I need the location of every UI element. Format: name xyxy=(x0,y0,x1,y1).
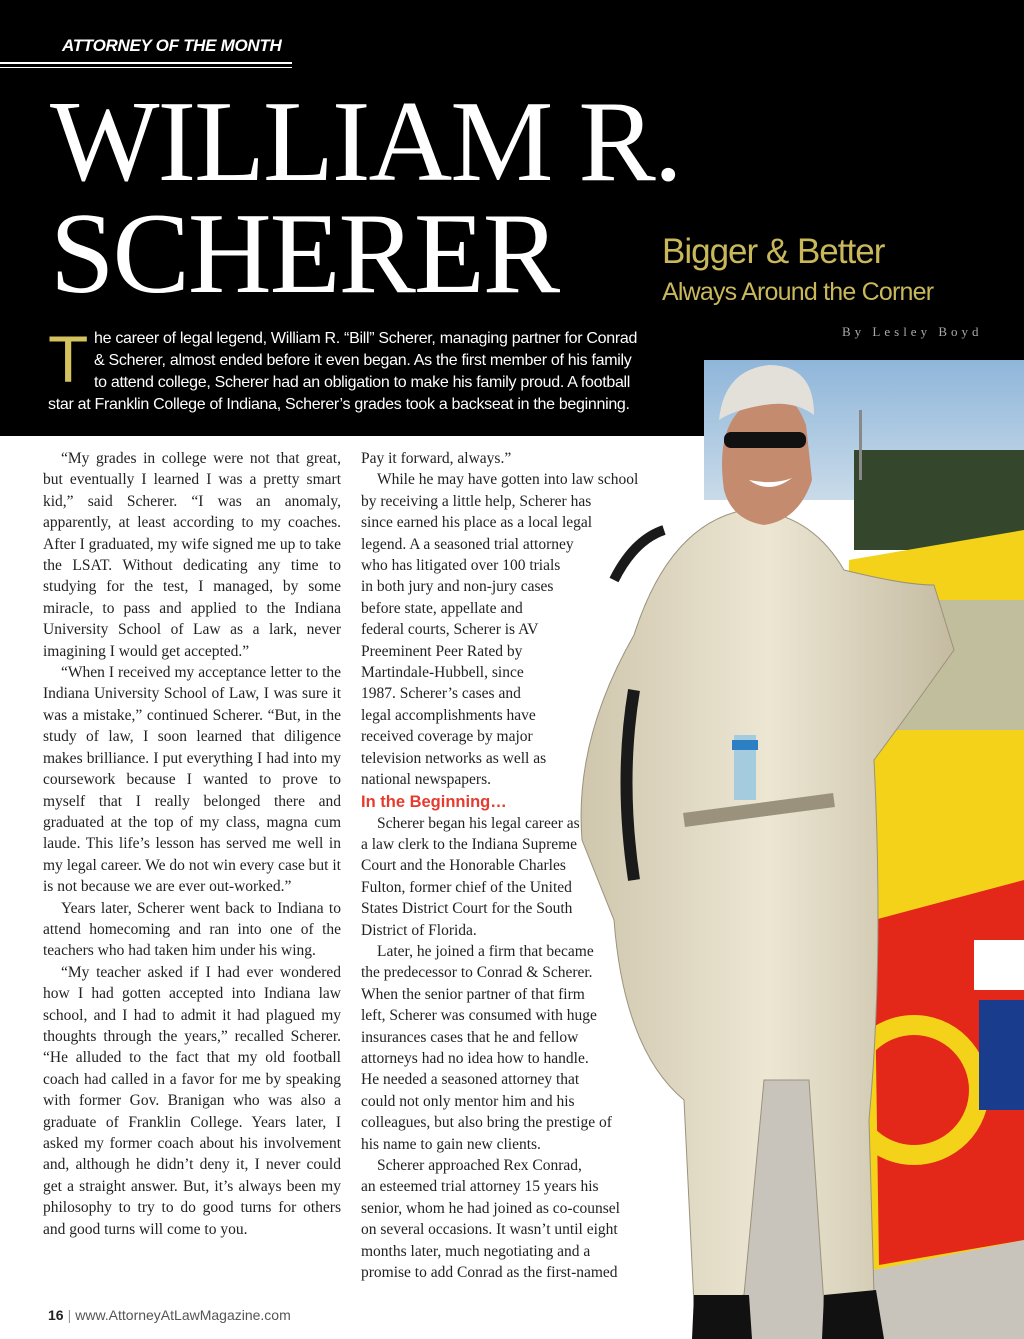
body-line: who has litigated over 100 trials xyxy=(361,557,561,575)
body-line: national newspapers. xyxy=(361,771,491,789)
body-line: since earned his place as a local legal xyxy=(361,514,593,532)
body-paragraph: Years later, Scherer went back to Indiana to attend homecoming and ran into one of the teachers who had taken him under his wing. xyxy=(43,899,341,960)
intro-line: star at Franklin College of Indiana, Scherer’s grades took a backseat in the beginning. xyxy=(48,396,630,413)
footer-separator: | xyxy=(67,1307,72,1323)
body-line: promise to add Conrad as the first-named xyxy=(361,1264,618,1282)
body-line: legend. A a seasoned trial attorney xyxy=(361,535,574,553)
section-label: ATTORNEY OF THE MONTH xyxy=(62,36,282,55)
body-line: senior, whom he had joined as co-counsel xyxy=(361,1199,620,1217)
intro-line: to attend college, Scherer had an obligation to make his family proud. A football xyxy=(94,374,631,391)
body-line: Later, he joined a firm that became xyxy=(377,942,594,960)
body-line: 1987. Scherer’s cases and xyxy=(361,685,521,703)
body-line: before state, appellate and xyxy=(361,599,523,617)
body-line: left, Scherer was consumed with huge xyxy=(361,1007,597,1025)
body-line: television networks as well as xyxy=(361,749,547,767)
body-line: could not only mentor him and his xyxy=(361,1092,575,1110)
body-line: on several occasions. It wasn’t until eight xyxy=(361,1221,618,1239)
deck-subtitle: Always Around the Corner xyxy=(662,278,934,306)
body-line: Preeminent Peer Rated by xyxy=(361,642,523,660)
race-car-portrait-photo xyxy=(574,360,1024,1339)
header-rule xyxy=(0,62,292,64)
body-line: the predecessor to Conrad & Scherer. xyxy=(361,964,593,982)
body-line: his name to gain new clients. xyxy=(361,1135,541,1153)
body-line: Martindale-Hubbell, since xyxy=(361,664,524,682)
body-paragraph: “My teacher asked if I had ever wondered how I had gotten accepted into Indiana law school, and I had to admit it had plagued my thoughts through the years,” recalled Scherer. “He alluded to the fact that my old football coach had called in a favor for me by speaking with former Gov. Branigan who was also a graduate of Franklin College. Years later, I asked my former coach about his involvement and, although he didn’t deny it, I never could get a straight answer. But, it’s always been my philosophy to try to do good turns for others and good turns will come to you. xyxy=(43,963,341,1238)
intro-line: & Scherer, almost ended before it even began. As the first member of his family xyxy=(94,352,632,369)
page-number: 16 xyxy=(48,1307,64,1323)
page-footer xyxy=(48,1307,291,1323)
body-line: months later, much negotiating and a xyxy=(361,1242,591,1260)
body-column-2 xyxy=(361,448,638,1283)
body-line: States District Court for the South xyxy=(361,900,573,918)
body-line: When the senior partner of that firm xyxy=(361,985,585,1003)
body-line: Scherer approached Rex Conrad, xyxy=(377,1157,582,1174)
body-line: received coverage by major xyxy=(361,728,533,746)
body-line: by receiving a little help, Scherer has xyxy=(361,492,592,510)
body-column-1 xyxy=(43,448,341,1240)
body-line: in both jury and non-jury cases xyxy=(361,578,554,596)
intro-line: he career of legal legend, William R. “Bill” Scherer, managing partner for Conrad xyxy=(94,330,638,347)
body-line: District of Florida. xyxy=(361,921,477,939)
body-line: Scherer began his legal career as xyxy=(377,814,580,832)
section-subhead: In the Beginning… xyxy=(361,792,507,811)
body-line: an esteemed trial attorney 15 years his xyxy=(361,1178,599,1196)
body-line: attorneys had no idea how to handle. xyxy=(361,1049,589,1067)
body-line: Fulton, former chief of the United xyxy=(361,878,572,896)
body-line: He needed a seasoned attorney that xyxy=(361,1071,580,1089)
body-line: federal courts, Scherer is AV xyxy=(361,621,539,639)
body-line: Court and the Honorable Charles xyxy=(361,857,566,875)
headline-name-line2: SCHERER xyxy=(50,190,559,318)
body-line: While he may have gotten into law school xyxy=(377,471,639,489)
body-line: colleagues, but also bring the prestige of xyxy=(361,1114,612,1132)
deck-title: Bigger & Better xyxy=(662,232,885,271)
body-line: legal accomplishments have xyxy=(361,706,536,724)
body-paragraph: “When I received my acceptance letter to the Indiana University School of Law, I was sure it was a mistake,” continued Scherer. “But, in the study of law, I soon learned that diligence makes brilliance. I put everything I had into my coursework because I wanted to prove to myself that I really belonged there and graduated at the top of my class, magna cum laude. This life’s lesson has served me well in my legal career. We do not win every case but it is not because we are ever out-worked.” xyxy=(43,664,341,896)
headline-name-line1: WILLIAM R. xyxy=(50,78,681,206)
body-line: Pay it forward, always.” xyxy=(361,450,512,467)
body-line: insurances cases that he and fellow xyxy=(361,1028,579,1046)
body-paragraph: “My grades in college were not that great, but eventually I learned I was a pretty smart kid,” said Scherer. “I was an anomaly, apparently, at least according to my coaches. After I graduated, my wife signed me up to take the LSAT. Without dedicating any time to studying for the test, I managed, by some miracle, to pass and applied to the Indiana University School of Law as a lark, never imagining I would get accepted.” xyxy=(43,450,341,660)
header-rule xyxy=(0,67,292,68)
footer-website-link[interactable]: www.AttorneyAtLawMagazine.com xyxy=(75,1307,291,1323)
byline: By Lesley Boyd xyxy=(842,324,983,339)
drop-cap: T xyxy=(48,322,89,396)
body-line: a law clerk to the Indiana Supreme xyxy=(361,835,578,853)
